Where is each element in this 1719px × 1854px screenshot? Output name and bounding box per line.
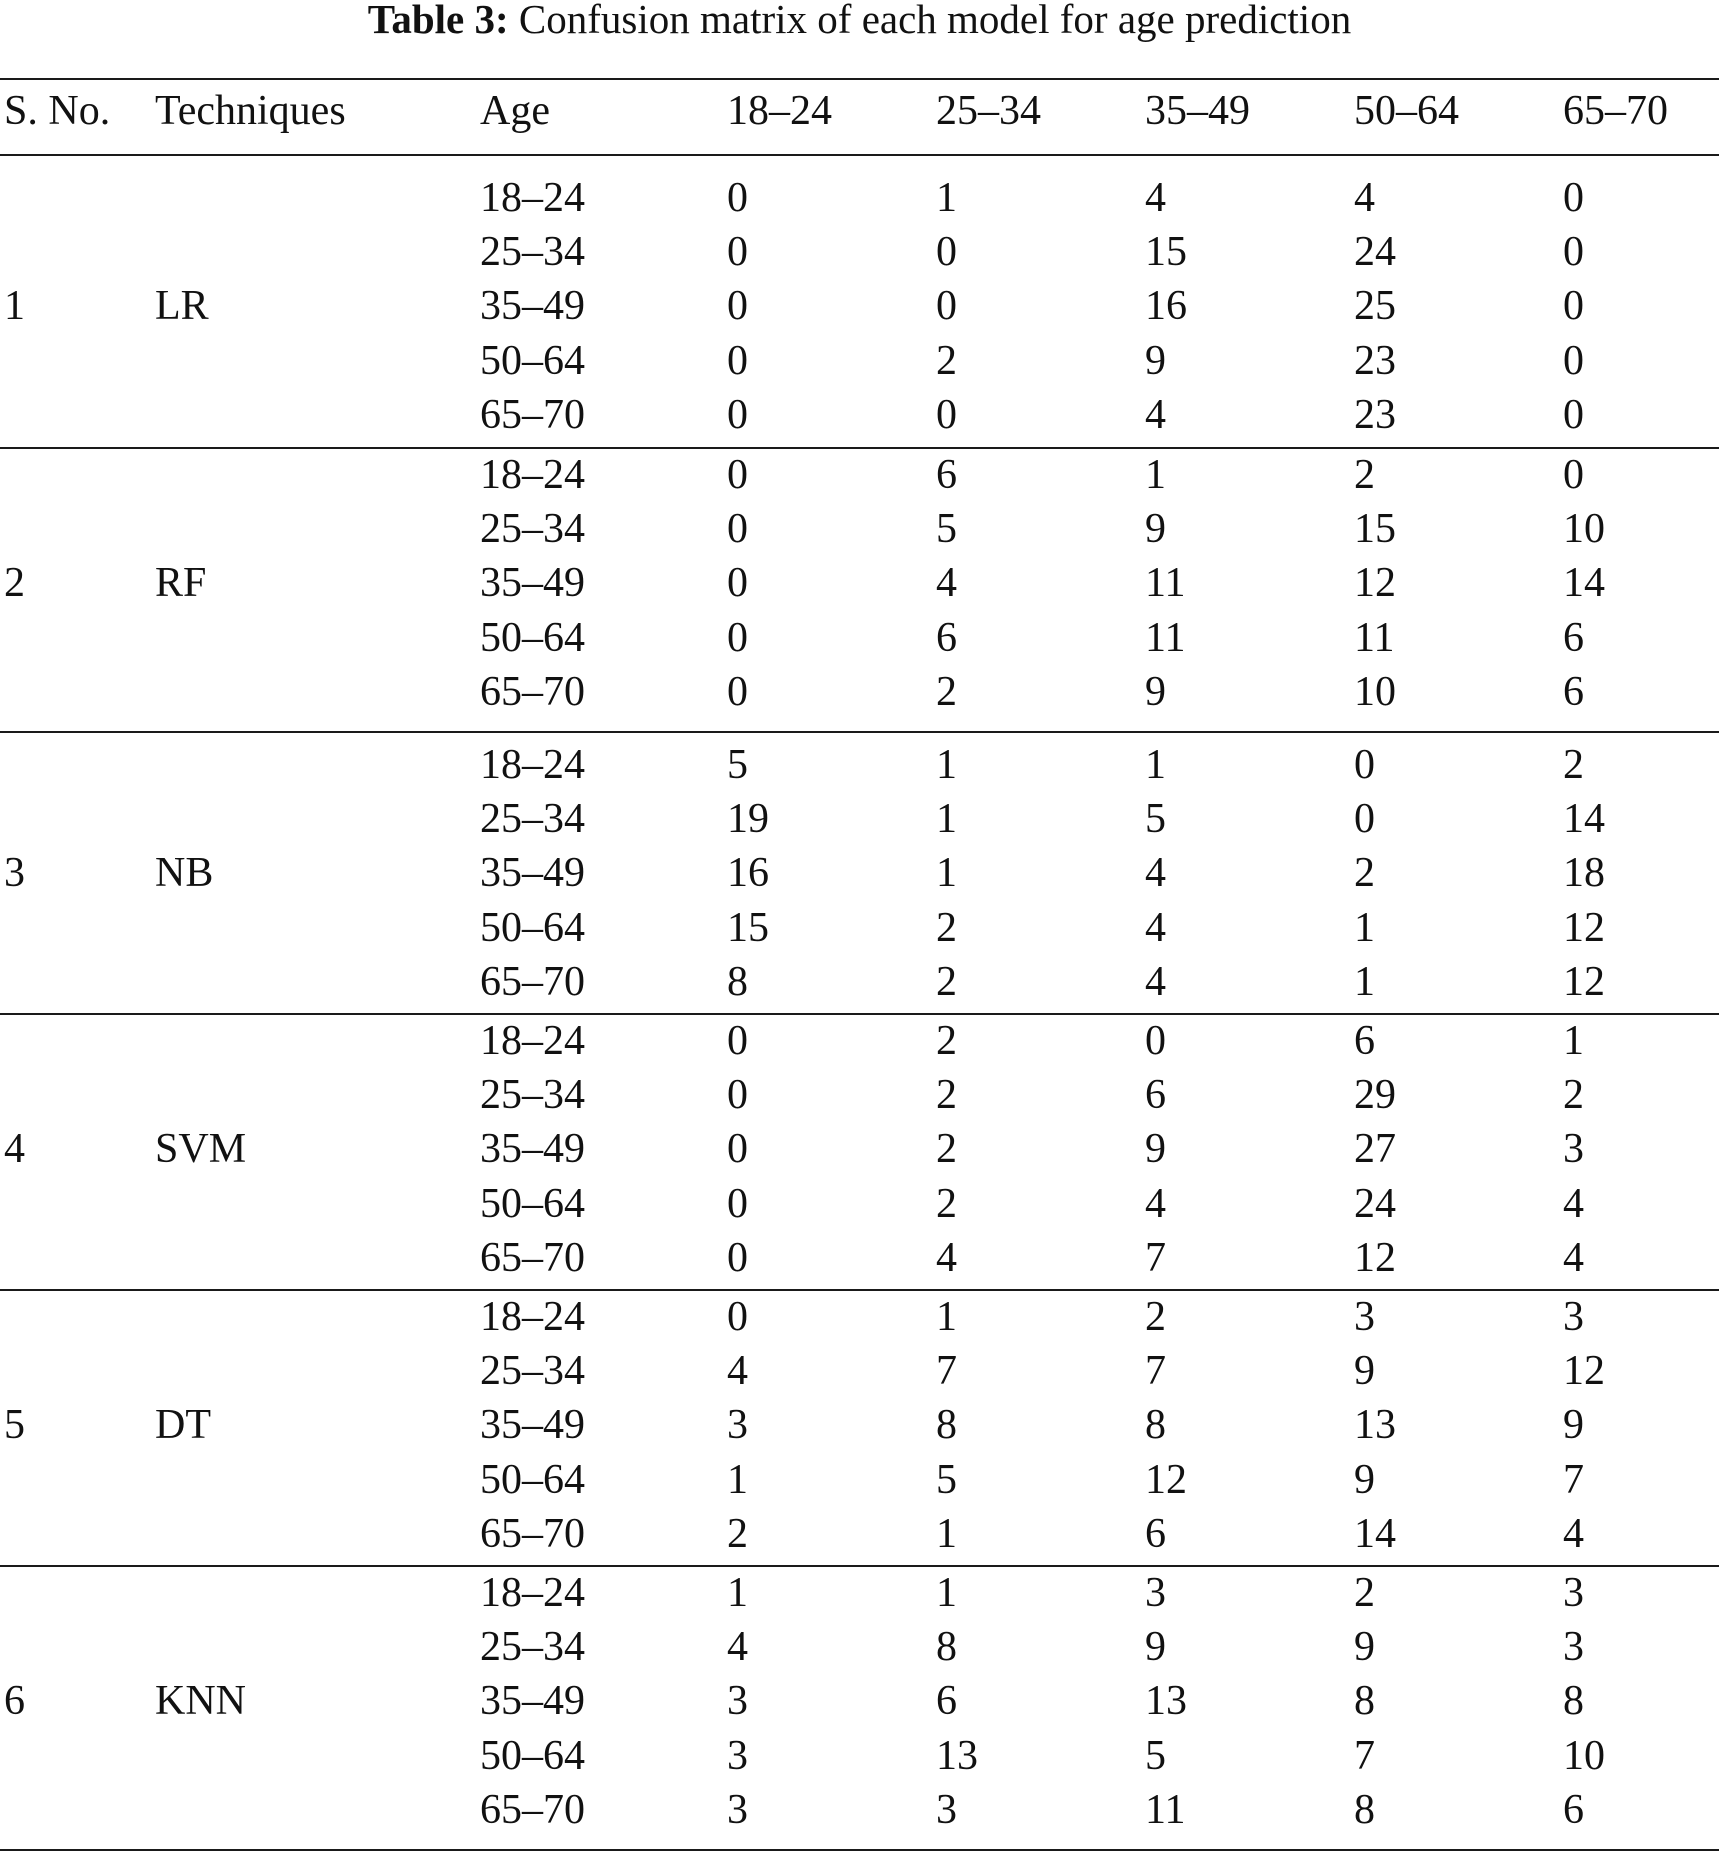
- age-label: 25–34: [480, 1072, 585, 1119]
- cell-50-64: 23: [1354, 391, 1396, 438]
- cell-18-24: 19: [727, 796, 769, 843]
- cell-18-24: 8: [727, 958, 748, 1005]
- cell-18-24: 0: [727, 283, 748, 330]
- cell-35-49: 4: [1145, 958, 1166, 1005]
- cell-25-34: 2: [936, 1180, 957, 1227]
- cell-65-70: 6: [1563, 668, 1584, 715]
- cell-35-49: 9: [1145, 1126, 1166, 1173]
- cell-25-34: 1: [936, 1294, 957, 1340]
- cell-35-49: 15: [1145, 229, 1187, 276]
- header-18-24: 18–24: [727, 88, 832, 134]
- cell-18-24: 0: [727, 560, 748, 607]
- row-number: 1: [4, 283, 25, 330]
- cell-25-34: 4: [936, 560, 957, 607]
- cell-18-24: 3: [727, 1732, 748, 1779]
- age-label: 35–49: [480, 1678, 585, 1725]
- cell-25-34: 1: [936, 796, 957, 843]
- row-number: 4: [4, 1126, 25, 1173]
- cell-18-24: 16: [727, 850, 769, 897]
- cell-50-64: 12: [1354, 560, 1396, 607]
- cell-65-70: 3: [1563, 1570, 1584, 1616]
- bottom-rule: [0, 1849, 1719, 1851]
- header-35-49: 35–49: [1145, 88, 1250, 134]
- cell-35-49: 13: [1145, 1678, 1187, 1725]
- cell-25-34: 13: [936, 1732, 978, 1779]
- cell-50-64: 29: [1354, 1072, 1396, 1119]
- cell-50-64: 9: [1354, 1348, 1375, 1395]
- cell-18-24: 0: [727, 175, 748, 221]
- cell-50-64: 9: [1354, 1456, 1375, 1503]
- cell-50-64: 23: [1354, 337, 1396, 384]
- cell-50-64: 2: [1354, 452, 1375, 498]
- cell-18-24: 0: [727, 614, 748, 661]
- age-label: 50–64: [480, 904, 585, 951]
- cell-35-49: 8: [1145, 1402, 1166, 1449]
- cell-35-49: 5: [1145, 796, 1166, 843]
- cell-35-49: 16: [1145, 283, 1187, 330]
- age-label: 65–70: [480, 391, 585, 438]
- cell-50-64: 1: [1354, 904, 1375, 951]
- age-label: 18–24: [480, 175, 585, 221]
- cell-35-49: 5: [1145, 1732, 1166, 1779]
- cell-18-24: 0: [727, 1294, 748, 1340]
- cell-25-34: 2: [936, 1126, 957, 1173]
- cell-35-49: 6: [1145, 1510, 1166, 1557]
- cell-50-64: 12: [1354, 1234, 1396, 1281]
- cell-65-70: 14: [1563, 796, 1605, 843]
- age-label: 18–24: [480, 1018, 585, 1064]
- cell-25-34: 6: [936, 1678, 957, 1725]
- cell-35-49: 4: [1145, 850, 1166, 897]
- cell-35-49: 7: [1145, 1234, 1166, 1281]
- age-label: 25–34: [480, 1348, 585, 1395]
- cell-35-49: 6: [1145, 1072, 1166, 1119]
- header-25-34: 25–34: [936, 88, 1041, 134]
- cell-18-24: 0: [727, 1072, 748, 1119]
- cell-65-70: 2: [1563, 1072, 1584, 1119]
- top-rule: [0, 78, 1719, 80]
- cell-50-64: 24: [1354, 1180, 1396, 1227]
- cell-18-24: 15: [727, 904, 769, 951]
- cell-18-24: 0: [727, 229, 748, 276]
- cell-18-24: 3: [727, 1402, 748, 1449]
- cell-18-24: 0: [727, 1180, 748, 1227]
- cell-65-70: 1: [1563, 1018, 1584, 1064]
- age-label: 50–64: [480, 1180, 585, 1227]
- cell-50-64: 15: [1354, 506, 1396, 553]
- cell-65-70: 10: [1563, 506, 1605, 553]
- cell-65-70: 2: [1563, 742, 1584, 788]
- cell-18-24: 3: [727, 1786, 748, 1833]
- cell-18-24: 0: [727, 1018, 748, 1064]
- cell-25-34: 3: [936, 1786, 957, 1833]
- cell-65-70: 0: [1563, 391, 1584, 438]
- cell-18-24: 1: [727, 1456, 748, 1503]
- cell-50-64: 7: [1354, 1732, 1375, 1779]
- cell-65-70: 6: [1563, 1786, 1584, 1833]
- age-label: 50–64: [480, 337, 585, 384]
- cell-25-34: 1: [936, 1570, 957, 1616]
- header-age: Age: [480, 88, 550, 134]
- cell-35-49: 4: [1145, 904, 1166, 951]
- technique-name: SVM: [155, 1126, 247, 1173]
- cell-35-49: 4: [1145, 175, 1166, 221]
- age-label: 35–49: [480, 283, 585, 330]
- header-50-64: 50–64: [1354, 88, 1459, 134]
- cell-50-64: 25: [1354, 283, 1396, 330]
- age-label: 65–70: [480, 958, 585, 1005]
- cell-25-34: 0: [936, 391, 957, 438]
- age-label: 65–70: [480, 1510, 585, 1557]
- row-number: 6: [4, 1678, 25, 1725]
- cell-35-49: 0: [1145, 1018, 1166, 1064]
- group-separator: [0, 1565, 1719, 1567]
- cell-50-64: 11: [1354, 614, 1395, 661]
- technique-name: RF: [155, 560, 207, 607]
- cell-25-34: 2: [936, 958, 957, 1005]
- age-label: 25–34: [480, 796, 585, 843]
- cell-35-49: 2: [1145, 1294, 1166, 1340]
- group-separator: [0, 731, 1719, 733]
- cell-25-34: 1: [936, 850, 957, 897]
- cell-65-70: 0: [1563, 452, 1584, 498]
- cell-35-49: 3: [1145, 1570, 1166, 1616]
- cell-25-34: 2: [936, 668, 957, 715]
- group-separator: [0, 1289, 1719, 1291]
- cell-65-70: 12: [1563, 958, 1605, 1005]
- cell-50-64: 9: [1354, 1624, 1375, 1671]
- cell-35-49: 4: [1145, 391, 1166, 438]
- age-label: 50–64: [480, 614, 585, 661]
- cell-25-34: 2: [936, 904, 957, 951]
- cell-65-70: 9: [1563, 1402, 1584, 1449]
- cell-65-70: 18: [1563, 850, 1605, 897]
- cell-25-34: 2: [936, 1072, 957, 1119]
- age-label: 65–70: [480, 1234, 585, 1281]
- cell-65-70: 8: [1563, 1678, 1584, 1725]
- group-separator: [0, 447, 1719, 449]
- cell-50-64: 14: [1354, 1510, 1396, 1557]
- cell-18-24: 0: [727, 337, 748, 384]
- cell-65-70: 4: [1563, 1180, 1584, 1227]
- cell-25-34: 2: [936, 1018, 957, 1064]
- cell-65-70: 7: [1563, 1456, 1584, 1503]
- age-label: 18–24: [480, 1294, 585, 1340]
- age-label: 18–24: [480, 1570, 585, 1616]
- cell-18-24: 1: [727, 1570, 748, 1616]
- age-label: 65–70: [480, 1786, 585, 1833]
- cell-25-34: 7: [936, 1348, 957, 1395]
- cell-25-34: 4: [936, 1234, 957, 1281]
- cell-50-64: 8: [1354, 1786, 1375, 1833]
- cell-35-49: 12: [1145, 1456, 1187, 1503]
- age-label: 25–34: [480, 506, 585, 553]
- cell-65-70: 4: [1563, 1234, 1584, 1281]
- technique-name: LR: [155, 283, 209, 330]
- cell-25-34: 5: [936, 1456, 957, 1503]
- header-sno: S. No.: [4, 88, 111, 134]
- cell-25-34: 8: [936, 1624, 957, 1671]
- cell-18-24: 0: [727, 1234, 748, 1281]
- technique-name: NB: [155, 850, 214, 897]
- cell-35-49: 9: [1145, 1624, 1166, 1671]
- cell-18-24: 0: [727, 1126, 748, 1173]
- cell-18-24: 3: [727, 1678, 748, 1725]
- age-label: 65–70: [480, 668, 585, 715]
- cell-50-64: 4: [1354, 175, 1375, 221]
- cell-25-34: 8: [936, 1402, 957, 1449]
- cell-50-64: 10: [1354, 668, 1396, 715]
- cell-18-24: 2: [727, 1510, 748, 1557]
- cell-50-64: 3: [1354, 1294, 1375, 1340]
- header-techniques: Techniques: [155, 88, 346, 134]
- cell-18-24: 0: [727, 506, 748, 553]
- caption-label: Table 3:: [367, 0, 509, 42]
- cell-65-70: 0: [1563, 175, 1584, 221]
- cell-18-24: 0: [727, 452, 748, 498]
- cell-18-24: 4: [727, 1348, 748, 1395]
- cell-50-64: 0: [1354, 742, 1375, 788]
- cell-65-70: 3: [1563, 1624, 1584, 1671]
- cell-25-34: 1: [936, 742, 957, 788]
- cell-50-64: 0: [1354, 796, 1375, 843]
- age-label: 25–34: [480, 1624, 585, 1671]
- cell-18-24: 0: [727, 391, 748, 438]
- cell-65-70: 3: [1563, 1126, 1584, 1173]
- row-number: 3: [4, 850, 25, 897]
- cell-18-24: 4: [727, 1624, 748, 1671]
- cell-35-49: 9: [1145, 506, 1166, 553]
- cell-35-49: 11: [1145, 614, 1186, 661]
- age-label: 35–49: [480, 1126, 585, 1173]
- cell-35-49: 11: [1145, 560, 1186, 607]
- cell-50-64: 27: [1354, 1126, 1396, 1173]
- cell-35-49: 4: [1145, 1180, 1166, 1227]
- cell-50-64: 6: [1354, 1018, 1375, 1064]
- table-caption: [0, 0, 1719, 40]
- technique-name: KNN: [155, 1678, 246, 1725]
- cell-65-70: 10: [1563, 1732, 1605, 1779]
- cell-25-34: 1: [936, 1510, 957, 1557]
- cell-50-64: 2: [1354, 1570, 1375, 1616]
- age-label: 35–49: [480, 850, 585, 897]
- cell-50-64: 8: [1354, 1678, 1375, 1725]
- header-rule: [0, 154, 1719, 156]
- age-label: 50–64: [480, 1456, 585, 1503]
- cell-35-49: 9: [1145, 337, 1166, 384]
- caption-text: Confusion matrix of each model for age prediction: [518, 0, 1352, 42]
- cell-35-49: 1: [1145, 742, 1166, 788]
- cell-25-34: 0: [936, 229, 957, 276]
- group-separator: [0, 1013, 1719, 1015]
- row-number: 2: [4, 560, 25, 607]
- cell-65-70: 0: [1563, 283, 1584, 330]
- age-label: 18–24: [480, 452, 585, 498]
- cell-65-70: 4: [1563, 1510, 1584, 1557]
- cell-35-49: 9: [1145, 668, 1166, 715]
- cell-25-34: 0: [936, 283, 957, 330]
- cell-65-70: 0: [1563, 337, 1584, 384]
- cell-25-34: 2: [936, 337, 957, 384]
- cell-50-64: 24: [1354, 229, 1396, 276]
- age-label: 18–24: [480, 742, 585, 788]
- cell-50-64: 13: [1354, 1402, 1396, 1449]
- row-number: 5: [4, 1402, 25, 1449]
- cell-18-24: 0: [727, 668, 748, 715]
- cell-65-70: 3: [1563, 1294, 1584, 1340]
- cell-25-34: 1: [936, 175, 957, 221]
- cell-18-24: 5: [727, 742, 748, 788]
- cell-35-49: 7: [1145, 1348, 1166, 1395]
- cell-65-70: 6: [1563, 614, 1584, 661]
- age-label: 35–49: [480, 560, 585, 607]
- age-label: 50–64: [480, 1732, 585, 1779]
- cell-50-64: 2: [1354, 850, 1375, 897]
- cell-65-70: 14: [1563, 560, 1605, 607]
- cell-65-70: 0: [1563, 229, 1584, 276]
- cell-65-70: 12: [1563, 1348, 1605, 1395]
- cell-35-49: 11: [1145, 1786, 1186, 1833]
- header-65-70: 65–70: [1563, 88, 1668, 134]
- cell-35-49: 1: [1145, 452, 1166, 498]
- age-label: 25–34: [480, 229, 585, 276]
- age-label: 35–49: [480, 1402, 585, 1449]
- cell-65-70: 12: [1563, 904, 1605, 951]
- cell-50-64: 1: [1354, 958, 1375, 1005]
- cell-25-34: 5: [936, 506, 957, 553]
- technique-name: DT: [155, 1402, 211, 1449]
- cell-25-34: 6: [936, 614, 957, 661]
- cell-25-34: 6: [936, 452, 957, 498]
